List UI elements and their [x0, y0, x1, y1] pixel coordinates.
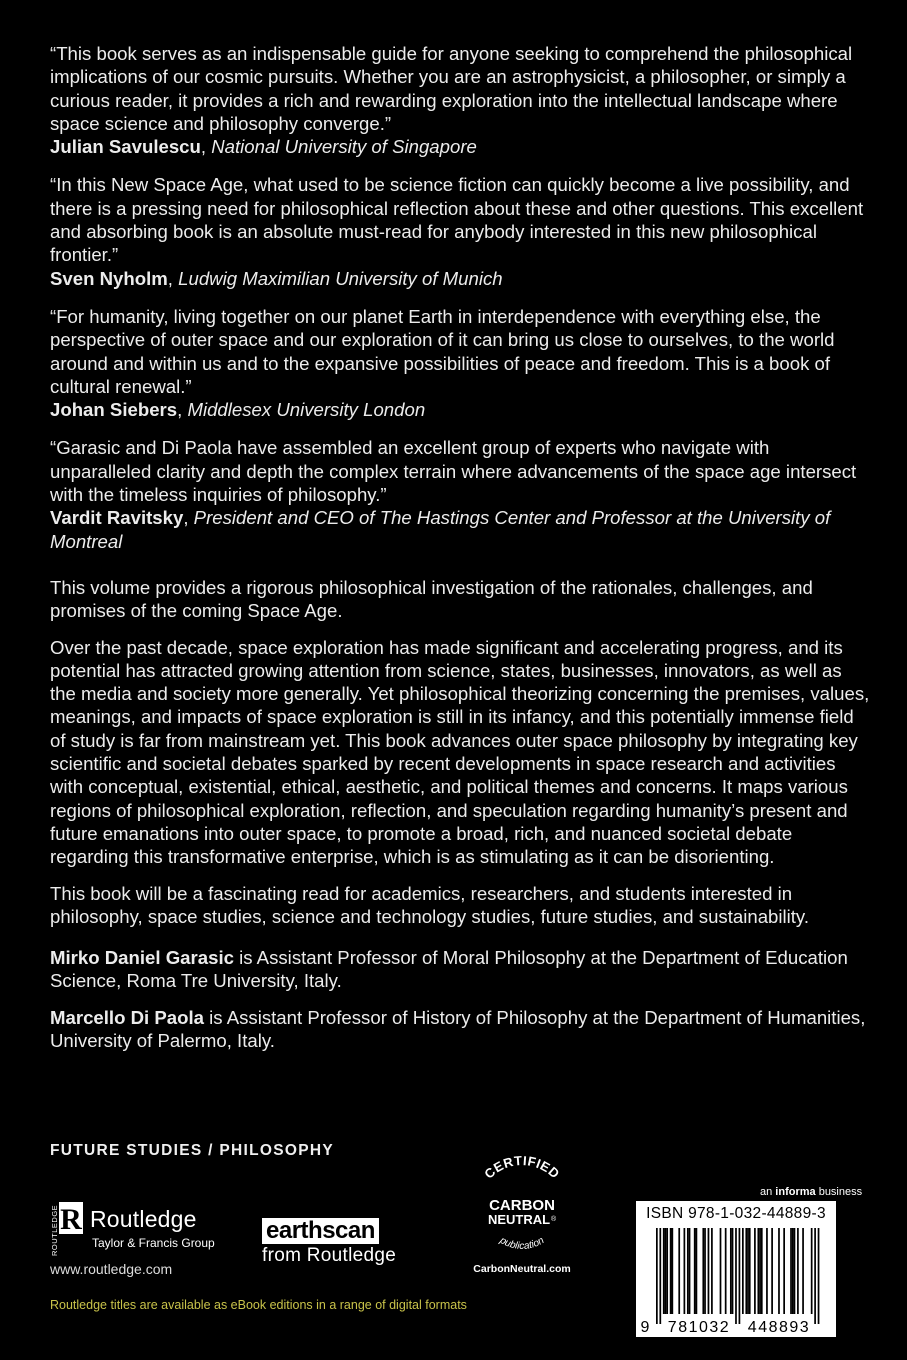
barcode-bar: [684, 1228, 686, 1314]
barcode-bar: [656, 1228, 658, 1324]
barcode-bar: [671, 1228, 673, 1314]
endorser-name: Johan Siebers: [50, 399, 178, 421]
publisher-name: Routledge: [90, 1206, 197, 1232]
earthscan-from-text: from Routledge: [262, 1245, 397, 1266]
barcode-bar: [814, 1228, 816, 1324]
barcode-bar: [745, 1228, 747, 1314]
routledge-mark-letter: R: [60, 1203, 82, 1236]
endorser-affiliation: President and CEO of The Hastings Center and Professor at the University of Montreal: [50, 507, 831, 552]
barcode-bar: [761, 1228, 763, 1314]
editor-bio-text: is Assistant Professor of History of Philosophy at the Department of Humanities, University of Palermo, Italy.: [50, 1006, 866, 1051]
informa-brand: informa: [775, 1186, 816, 1198]
carbon-publication-text: publication: [497, 1235, 547, 1252]
informa-tagline: [760, 1186, 862, 1198]
barcode-bar: [794, 1228, 796, 1314]
endorsement-text: “In this New Space Age, what used to be science fiction can quickly become a live possibility, and there is a pressing need for philosophical reflection about these and other questions. This excellent and absorbing book is an absolute must-read for anybody interested in this new philosophical frontier.”: [50, 174, 864, 266]
isbn-barcode: [636, 1201, 836, 1337]
endorsement-attribution: Julian Savulescu, National University of Singapore: [50, 136, 477, 158]
barcode-bar: [694, 1228, 696, 1314]
barcode-bar: [792, 1228, 794, 1314]
barcode-bar: [666, 1228, 668, 1314]
barcode-bar: [708, 1228, 710, 1314]
barcode-bar: [766, 1228, 768, 1314]
barcode-bar: [739, 1228, 741, 1324]
endorser-affiliation: Ludwig Maximilian University of Munich: [178, 267, 503, 289]
carbon-word: CARBON: [489, 1197, 555, 1214]
barcode-bar: [702, 1228, 704, 1314]
barcode-bar: [802, 1228, 804, 1314]
barcode-bar: [757, 1228, 759, 1314]
endorsement-3: [50, 305, 870, 421]
barcode-digits-left: 781032: [667, 1319, 731, 1336]
editor-bio-2: [50, 1006, 870, 1053]
barcode-bar: [790, 1228, 792, 1314]
editor-bio-1: [50, 946, 870, 993]
registered-mark: ®: [551, 1216, 557, 1223]
barcode-bar: [687, 1228, 689, 1314]
svg-text:CERTIFIED: [481, 1153, 562, 1182]
carbon-neutral-badge: [462, 1152, 582, 1280]
editor-name: Marcello Di Paola: [50, 1006, 204, 1028]
barcode-bar: [665, 1228, 667, 1314]
endorser-name: Sven Nyholm: [50, 267, 168, 289]
endorsement-text: “This book serves as an indispensable guide for anyone seeking to comprehend the philosophical implications of our cosmic pursuits. Whether you are an astrophysicist, a philosopher, or simply a curious reader, it provides a rich and rewarding exploration into the intellectual landscape where space science and philosophy converge.”: [50, 43, 853, 134]
barcode-bar: [742, 1228, 744, 1314]
endorsement-4: [50, 436, 870, 552]
barcode-bar: [720, 1228, 722, 1314]
back-cover-text: [50, 42, 870, 1065]
barcode-digit-first: 9: [640, 1319, 650, 1336]
barcode-bar: [811, 1228, 813, 1314]
barcode-bar: [759, 1228, 761, 1314]
earthscan-logo: [262, 1218, 396, 1267]
barcode-bar: [735, 1228, 737, 1324]
barcode-bar: [725, 1228, 727, 1314]
description-paragraph-3: This book will be a fascinating read for academics, researchers, and students interested in philosophy, space studies, science and technology studies, future studies, and sustainability.: [50, 882, 810, 927]
endorser-name: Vardit Ravitsky: [50, 507, 184, 529]
barcode-bar: [732, 1228, 734, 1314]
barcode-bar: [754, 1228, 756, 1314]
endorser-affiliation: National University of Singapore: [211, 136, 477, 158]
barcode-graphic: [636, 1201, 836, 1337]
endorsement-text: “For humanity, living together on our planet Earth in interdependence with everything else, the perspective of outer space and our exploration of it can bring us close to ourselves, to the world around and within us and to the expansive possibilities of peace and freedom. This is a book of cultural renewal.”: [50, 305, 835, 397]
publisher-url[interactable]: www.routledge.com: [50, 1261, 173, 1277]
barcode-bar: [783, 1228, 785, 1314]
ebook-availability-note: Routledge titles are available as eBook editions in a range of digital formats: [50, 1298, 467, 1312]
neutral-word: NEUTRAL: [487, 1212, 551, 1227]
endorsement-attribution: Vardit Ravitsky, President and CEO of The Hastings Center and Professor at the University of Montreal: [50, 507, 831, 552]
carbon-certified-text: CERTIFIED: [481, 1152, 563, 1182]
barcode-digits-right: 448893: [747, 1319, 811, 1336]
endorsement-2: [50, 173, 870, 289]
barcode-bar: [704, 1228, 706, 1314]
svg-text:publication: [497, 1235, 547, 1252]
routledge-logo: [50, 1202, 240, 1257]
informa-suffix: business: [815, 1186, 863, 1198]
barcode-bar: [670, 1228, 672, 1314]
barcode-bar: [663, 1228, 665, 1314]
endorsement-attribution: Sven Nyholm, Ludwig Maximilian University of Munich: [50, 267, 503, 289]
barcode-bar: [818, 1228, 820, 1324]
endorsement-text: “Garasic and Di Paola have assembled an excellent group of experts who navigate with unparalleled clarity and depth the complex terrain where advancements of the space age intersect with the timeless inquiries of philosophy.”: [50, 437, 857, 506]
editor-bio-text: is Assistant Professor of Moral Philosophy at the Department of Education Science, Roma Tre University, Italy.: [50, 947, 848, 992]
routledge-vertical-text: ROUTLEDGE: [50, 1204, 59, 1256]
routledge-mark-icon: [50, 1202, 84, 1257]
endorsement-attribution: Johan Siebers, Middlesex University London: [50, 399, 426, 421]
informa-prefix: an: [760, 1186, 776, 1198]
barcode-bar: [749, 1228, 751, 1314]
barcode-bar: [678, 1228, 680, 1314]
barcode-bar: [730, 1228, 732, 1314]
editor-name: Mirko Daniel Garasic: [50, 947, 234, 969]
barcode-bar: [689, 1228, 691, 1314]
subject-category: FUTURE STUDIES / PHILOSOPHY: [50, 1142, 334, 1159]
description-paragraph-2: Over the past decade, space exploration has made significant and accelerating progress, and its potential has attracted growing attention from science, states, businesses, innovators, as well as the media and society more generally. Yet philosophical theorizing concerning the premises, values, meanings, and impacts of space exploration is still in its infancy, and this potentially immense field of study is far from mainstream yet. This book advances outer space philosophy by integrating key scientific and societal debates sparked by recent developments in space research and activities with conceptual, existential, ethical, aesthetic, and political themes and concerns. It maps various regions of philosophical exploration, reflection, and speculation regarding humanity’s present and future emanations into outer space, to promote a broad, rich, and nuanced societal debate regarding this transformative enterprise, which is as stimulating as it can be disorienting.: [50, 636, 870, 868]
barcode-bar: [747, 1228, 749, 1314]
barcode-bar: [778, 1228, 780, 1314]
description-paragraph-1: This volume provides a rigorous philosophical investigation of the rationales, challenges, and promises of the coming Space Age.: [50, 576, 813, 622]
endorser-affiliation: Middlesex University London: [187, 399, 426, 421]
barcode-bar: [659, 1228, 661, 1324]
endorsement-1: [50, 42, 870, 158]
publisher-group: Taylor & Francis Group: [92, 1236, 215, 1250]
earthscan-wordmark: earthscan: [262, 1218, 379, 1244]
barcode-bar: [711, 1228, 713, 1314]
barcode-bar: [696, 1228, 698, 1314]
endorser-name: Julian Savulescu: [50, 136, 201, 158]
barcode-bar: [771, 1228, 773, 1314]
carbon-neutral-icon: [462, 1152, 582, 1262]
carbon-neutral-url[interactable]: CarbonNeutral.com: [473, 1263, 571, 1275]
isbn-label: ISBN 978-1-032-44889-3: [646, 1205, 826, 1222]
barcode-bar: [797, 1228, 799, 1314]
